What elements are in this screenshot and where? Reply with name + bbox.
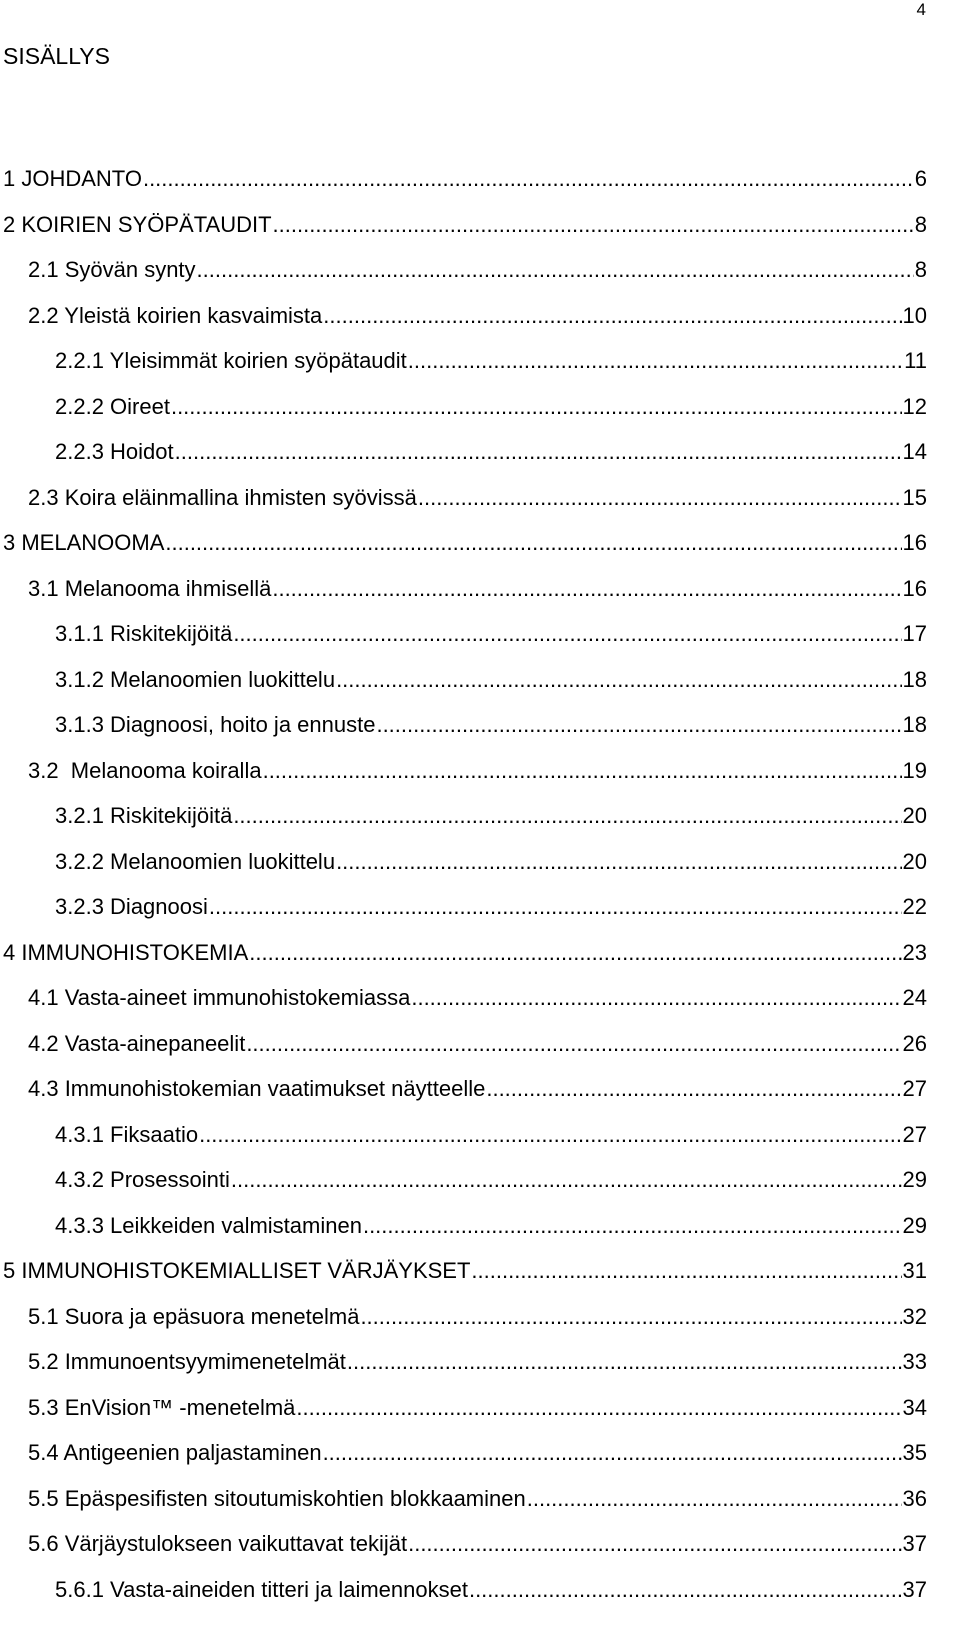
toc-entry[interactable] <box>0 665 960 711</box>
toc-entry[interactable] <box>0 938 960 984</box>
dot-leader <box>296 1393 901 1423</box>
toc-entry[interactable] <box>0 983 960 1029</box>
toc-entry-page-number: 18 <box>902 666 927 692</box>
page-number: 4 <box>916 0 926 19</box>
toc-entry[interactable] <box>0 1302 960 1348</box>
table-of-contents <box>0 164 960 1620</box>
toc-entry-label: 3.1.2 Melanoomien luokittelu <box>55 666 336 692</box>
toc-entry[interactable] <box>0 710 960 756</box>
toc-entry-label: 3.1 Melanooma ihmisellä <box>28 575 272 601</box>
toc-entry-page-number: 34 <box>902 1394 927 1420</box>
toc-entry[interactable] <box>0 574 960 620</box>
toc-entry-page-number: 17 <box>902 621 927 646</box>
dot-leader <box>197 255 914 285</box>
toc-entry[interactable] <box>0 1074 960 1120</box>
toc-entry[interactable] <box>0 1347 960 1393</box>
dot-leader <box>272 574 901 604</box>
toc-entry[interactable] <box>0 756 960 802</box>
toc-entry-label: 3.2.2 Melanoomien luokittelu <box>55 848 336 874</box>
toc-entry-label: 4.2 Vasta-ainepaneelit <box>28 1030 246 1056</box>
toc-entry-label: 2.2 Yleistä koirien kasvaimista <box>28 302 323 328</box>
toc-entry-page-number: 35 <box>902 1440 927 1465</box>
toc-entry-label: 4.3.1 Fiksaatio <box>55 1121 199 1147</box>
toc-entry[interactable] <box>0 1575 960 1621</box>
dot-leader <box>471 1256 901 1286</box>
toc-entry-label: 2.1 Syövän synty <box>28 257 196 282</box>
toc-entry[interactable] <box>0 528 960 574</box>
toc-entry-label: 5.1 Suora ja epäsuora menetelmä <box>28 1303 360 1329</box>
toc-entry-label: 2.2.3 Hoidot <box>55 439 174 464</box>
toc-entry-label: 3.2.3 Diagnoosi <box>55 894 208 919</box>
dot-leader <box>360 1302 901 1332</box>
toc-entry-page-number: 15 <box>902 484 927 510</box>
toc-entry-page-number: 33 <box>902 1349 927 1374</box>
toc-entry[interactable] <box>0 1211 960 1257</box>
toc-entry-label: 2.2.1 Yleisimmät koirien syöpätaudit <box>55 348 407 373</box>
dot-leader <box>171 392 902 422</box>
dot-leader <box>408 346 903 376</box>
toc-entry-page-number: 37 <box>902 1576 927 1602</box>
toc-entry-label: 3.2 Melanooma koiralla <box>28 757 262 783</box>
toc-entry-page-number: 18 <box>902 712 927 737</box>
dot-leader <box>165 528 901 558</box>
toc-entry-page-number: 22 <box>902 894 927 919</box>
toc-entry[interactable] <box>0 301 960 347</box>
toc-entry-label: 4 IMMUNOHISTOKEMIA <box>3 939 249 965</box>
toc-entry[interactable] <box>0 392 960 438</box>
toc-entry-page-number: 16 <box>902 575 927 601</box>
toc-entry-label: 3 MELANOOMA <box>3 530 165 555</box>
toc-entry[interactable] <box>0 1256 960 1302</box>
dot-leader <box>199 1120 901 1150</box>
toc-entry-label: 2.2.2 Oireet <box>55 393 170 419</box>
toc-entry[interactable] <box>0 1120 960 1166</box>
toc-entry-page-number: 27 <box>902 1121 927 1147</box>
dot-leader <box>323 1438 902 1468</box>
toc-entry-label: 5.6 Värjäystulokseen vaikuttavat tekijät <box>28 1531 408 1556</box>
toc-entry[interactable] <box>0 1484 960 1530</box>
dot-leader <box>336 847 901 877</box>
toc-entry[interactable] <box>0 255 960 301</box>
toc-entry[interactable] <box>0 1438 960 1484</box>
dot-leader <box>486 1074 901 1104</box>
toc-entry-page-number: 29 <box>902 1212 927 1238</box>
dot-leader <box>263 756 902 786</box>
toc-entry[interactable] <box>0 1165 960 1211</box>
toc-entry-page-number: 16 <box>902 530 927 555</box>
toc-entry-page-number: 11 <box>904 348 927 373</box>
dot-leader <box>209 892 902 922</box>
toc-entry-label: 4.3 Immunohistokemian vaatimukset näytteelle <box>28 1076 486 1101</box>
toc-entry-label: 4.1 Vasta-aineet immunohistokemiassa <box>28 985 411 1010</box>
toc-entry-page-number: 12 <box>902 393 927 419</box>
dot-leader <box>336 665 901 695</box>
toc-entry[interactable] <box>0 801 960 847</box>
toc-entry-page-number: 32 <box>902 1303 927 1329</box>
toc-entry[interactable] <box>0 164 960 210</box>
dot-leader <box>347 1347 902 1377</box>
dot-leader <box>408 1529 901 1559</box>
page-title: SISÄLLYS <box>3 43 110 69</box>
toc-entry-page-number: 8 <box>914 257 927 282</box>
toc-entry-label: 2 KOIRIEN SYÖPÄTAUDIT <box>3 211 272 237</box>
toc-entry-page-number: 19 <box>902 757 927 783</box>
toc-entry-label: 2.3 Koira eläinmallina ihmisten syövissä <box>28 484 417 510</box>
toc-entry-page-number: 26 <box>902 1030 927 1056</box>
toc-entry[interactable] <box>0 1029 960 1075</box>
toc-entry-page-number: 24 <box>902 985 927 1010</box>
toc-entry-page-number: 10 <box>902 302 927 328</box>
toc-entry-page-number: 14 <box>902 439 927 464</box>
toc-entry-label: 3.1.1 Riskitekijöitä <box>55 621 233 646</box>
toc-entry-page-number: 31 <box>902 1258 927 1283</box>
toc-entry-label: 5.6.1 Vasta-aineiden titteri ja laimennokset <box>55 1576 468 1602</box>
toc-entry[interactable] <box>0 847 960 893</box>
toc-entry[interactable] <box>0 1529 960 1575</box>
toc-entry[interactable] <box>0 483 960 529</box>
toc-entry-label: 5 IMMUNOHISTOKEMIALLISET VÄRJÄYKSET <box>3 1258 471 1283</box>
dot-leader <box>363 1211 902 1241</box>
toc-entry[interactable] <box>0 1393 960 1439</box>
toc-entry-label: 1 JOHDANTO <box>3 166 142 191</box>
dot-leader <box>231 1165 902 1195</box>
toc-entry[interactable] <box>0 437 960 483</box>
dot-leader <box>418 483 902 513</box>
dot-leader <box>175 437 902 467</box>
toc-entry-page-number: 37 <box>902 1531 927 1556</box>
dot-leader <box>249 938 901 968</box>
toc-entry-label: 5.5 Epäspesifisten sitoutumiskohtien blokkaaminen <box>28 1485 526 1511</box>
dot-leader <box>233 801 901 831</box>
toc-entry-label: 5.2 Immunoentsyymimenetelmät <box>28 1349 346 1374</box>
toc-entry-label: 5.3 EnVision™ -menetelmä <box>28 1394 296 1420</box>
toc-entry-label: 4.3.2 Prosessointi <box>55 1167 230 1192</box>
dot-leader <box>527 1484 902 1514</box>
toc-entry-page-number: 6 <box>914 166 927 191</box>
toc-entry[interactable] <box>0 619 960 665</box>
toc-entry-label: 3.1.3 Diagnoosi, hoito ja ennuste <box>55 712 376 737</box>
toc-entry-label: 4.3.3 Leikkeiden valmistaminen <box>55 1212 362 1238</box>
dot-leader <box>411 983 901 1013</box>
toc-entry-label: 5.4 Antigeenien paljastaminen <box>28 1440 322 1465</box>
dot-leader <box>376 710 901 740</box>
toc-entry-page-number: 8 <box>914 211 927 237</box>
toc-entry[interactable] <box>0 346 960 392</box>
dot-leader <box>273 210 914 240</box>
toc-entry-page-number: 29 <box>902 1167 927 1192</box>
dot-leader <box>469 1575 902 1605</box>
dot-leader <box>323 301 901 331</box>
toc-entry[interactable] <box>0 892 960 938</box>
toc-entry[interactable] <box>0 210 960 256</box>
dot-leader <box>143 164 914 194</box>
toc-entry-page-number: 23 <box>902 939 927 965</box>
toc-entry-page-number: 20 <box>902 803 927 828</box>
toc-entry-page-number: 36 <box>902 1485 927 1511</box>
toc-entry-page-number: 27 <box>902 1076 927 1101</box>
dot-leader <box>233 619 901 649</box>
dot-leader <box>246 1029 901 1059</box>
toc-entry-label: 3.2.1 Riskitekijöitä <box>55 803 233 828</box>
toc-entry-page-number: 20 <box>902 848 927 874</box>
